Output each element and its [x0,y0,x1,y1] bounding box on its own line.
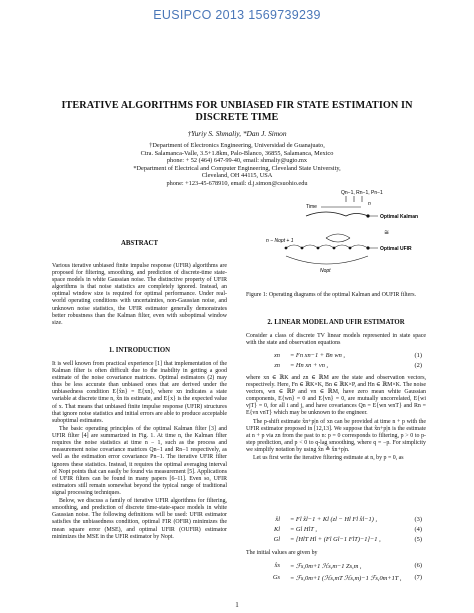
equation-number: (1) [414,352,422,359]
equation-rhs: = ℱs,0m+1 (ℋs,mT ℋs,m)−1 ℱs,0m+1T , [290,575,402,582]
affiliation-line: phone: + 52 (464) 647-99-40, email: shmaliy@ugto.mx [166,157,308,164]
figure-window-label: n − Nopt + 1 [266,238,294,244]
figure-nopt-label: Nopt [320,268,331,274]
equation-number: (2) [414,362,422,369]
equation-number: (3) [414,516,422,523]
intro-text [52,361,227,542]
title-line-1: ITERATIVE ALGORITHMS FOR UNBIASED FIR STATE ESTIMATION IN [61,100,413,111]
figure-operating-diagram [246,186,426,290]
title-line-2: DISCRETE TIME [195,112,279,123]
affiliation-block [60,142,414,187]
equation-lhs: Kl [273,526,280,533]
figure-eq-sign: ≅ [384,230,390,236]
equation-lhs: x̂l [275,516,280,523]
page-number: 1 [235,601,239,609]
section2-intro [246,333,426,348]
equation-lhs: x̂s [274,562,280,569]
author-line: †Yuriy S. Shmaliy, *Dan J. Simon [187,129,287,138]
affiliation-line: Cleveland, OH 44115, USA [201,172,273,179]
intro-paragraph: The basic operating principles of the optimal Kalman filter [3] and UFIR filter [4] are summarized in Fig. 1. At time n, the Kalman filter requires the noise statistics at time n − 1, such as the process and measurement noise covariance matrices Qn−1 and Rn−1 respectively, as well as the estimation error covariance Pn−1. The iterative UFIR filter ignores these statistics. Instead, it requires the optimal averaging interval of Nopt points that can easily be found via measurement [5]. Applications of UFIR filters can be found in many papers [6–11]. Even so, UFIR estimators still remain somewhat beyond the typical range of traditional signal processing techniques. [52,426,227,496]
intro-paragraph: It is well known from practical experience [1] that implementation of the Kalman filter is often difficult due to the inability in getting a good estimate of the noise covariance matrices. Optimal estimators (2) may thus be less accurate than unbiased ones that are derived under the unbiasedness condition E{x̂n} = E{xn}, where xn indicates a state variable at discrete time n, x̂n its estimate, and E{x} is the expected value of x. That means that unbiased finite impulse response (UFIR) structures that ignore noise statistics and initial errors are able to produce acceptable suboptimal estimates. [52,361,227,424]
figure-top-label: Qn−1, Rn−1, Pn−1 [341,190,383,196]
section2-paragraph: Consider a class of discrete TV linear models represented in state space with the state and observation equations [246,333,426,347]
section2-body [246,375,426,464]
equation-lhs: Gl [273,536,280,543]
abstract-paragraph: Various iterative unbiased finite impulse response (UFIR) algorithms are proposed for filtering, smoothing, and prediction of discrete-time state-space models in white Gaussian noise. The distinctive property of UFIR algorithms is that noise statistics are completely ignored. Instead, an optimal window size is required for optimal performance. Under real-world operating conditions with uncertainties, non-Gaussian noise, and unknown noise statistics, the UFIR estimator generally demonstrates better robustness than the Kalman filter, even with suboptimal window size. [52,263,227,326]
intro-paragraph: Below, we discuss a family of iterative UFIR algorithms for filtering, smoothing, and prediction of discrete time-state-space models in white Gaussian noise. The following definitions will be used: UFIR estimator satisfies the unbiasedness condition, optimal FIR (OFIR) minimizes the mean square error (MSE), and optimal UFIR (OUFIR) estimator minimizes the MSE in the UFIR estimator by Nopt. [52,498,227,540]
equation-rhs: = ℱs,0m+1 ℋs,m−1 Zs,m , [290,563,362,570]
affiliation-line: †Department of Electronics Engineering, Universidad de Guanajuato, [149,142,325,149]
equation-lhs: zn [274,362,280,369]
equation-number: (5) [414,536,422,543]
paper-title [40,100,434,124]
section2-heading: 2. LINEAR MODEL AND UFIR ESTIMATOR [267,319,405,326]
section2-paragraph: The p-shift estimate x̂n+p|n of xn can be provided at time n + p with the UFIR estimator proposed in [12,13]. We suppose that x̂n+p|n is the estimate at n + p via zn from the past to n: p = 0 corresponds to filtering, p > 0 to p-step prediction, and p < 0 to q-lag smoothing, where q = −p. For simplicity we simplify notation by using x̂n ≜ x̂n+p|n. [246,418,426,454]
equation-rhs: = Fn xn−1 + Bn wn , [290,352,346,359]
section2-paragraph: Let us first write the iterative filtering estimate at n, by p = 0, as [253,455,404,462]
equation-lhs: xn [273,352,280,359]
section2-paragraph: where xn ∈ ℝK and zn ∈ ℝM are the state and observation vectors, respectively. Here, Fn ∈ ℝK×K, Bn ∈ ℝK×P, and Hn ∈ ℝM×K. The noise vectors, wn ∈ ℝP and vn ∈ ℝM, have zero mean white Gaussian components, E{wn} = 0 and E{vn} = 0, are mutually uncorrelated, E{wi vjT} = 0, for all i and j, and have covariances Qn = E{wn wnT} and Rn = E{vn vnT} which may be unknown to the engineer. [246,375,426,417]
section2-paragraph: The initial values are given by [246,550,318,556]
conference-banner: EUSIPCO 2013 1569739239 [153,8,321,22]
equation-number: (7) [414,574,422,581]
equation-rhs: = Fl x̂l−1 + Kl (zl − Hl Fl x̂l−1) , [290,516,378,523]
figure-caption: Figure 1: Operating diagrams of the optimal Kalman and OUFIR filters. [246,292,416,298]
figure-ufir-label: Optimal UFIR [380,246,412,252]
section2-initial-values [246,550,426,558]
figure-kalman-label: Optimal Kalman [380,214,419,220]
equation-number: (4) [414,526,422,533]
abstract-heading: ABSTRACT [120,240,158,247]
equation-rhs: = Gl HlT , [290,526,317,533]
abstract-text [52,263,227,328]
affiliation-line: Ctra. Salamanca-Valle, 3.5+1.8km, Palo-Blanco, 36855, Salamanca, Mexico [140,149,334,157]
equation-rhs: = Hn xn + vn , [290,362,329,369]
intro-heading: 1. INTRODUCTION [108,347,171,354]
equation-lhs: Gs [272,574,280,581]
equation-number: (6) [414,562,422,569]
figure-time-label: Time [306,204,317,210]
affiliation-line: phone: +123-45-678910, email: d.j.simon@csuohio.edu [166,179,308,187]
affiliation-line: *Department of Electrical and Computer Engineering, Cleveland State University, [133,164,341,172]
equation-rhs: = [HlT Hl + (Fl Gl−1 FlT)−1]−1 , [290,536,381,543]
figure-n-label: n [368,201,371,207]
